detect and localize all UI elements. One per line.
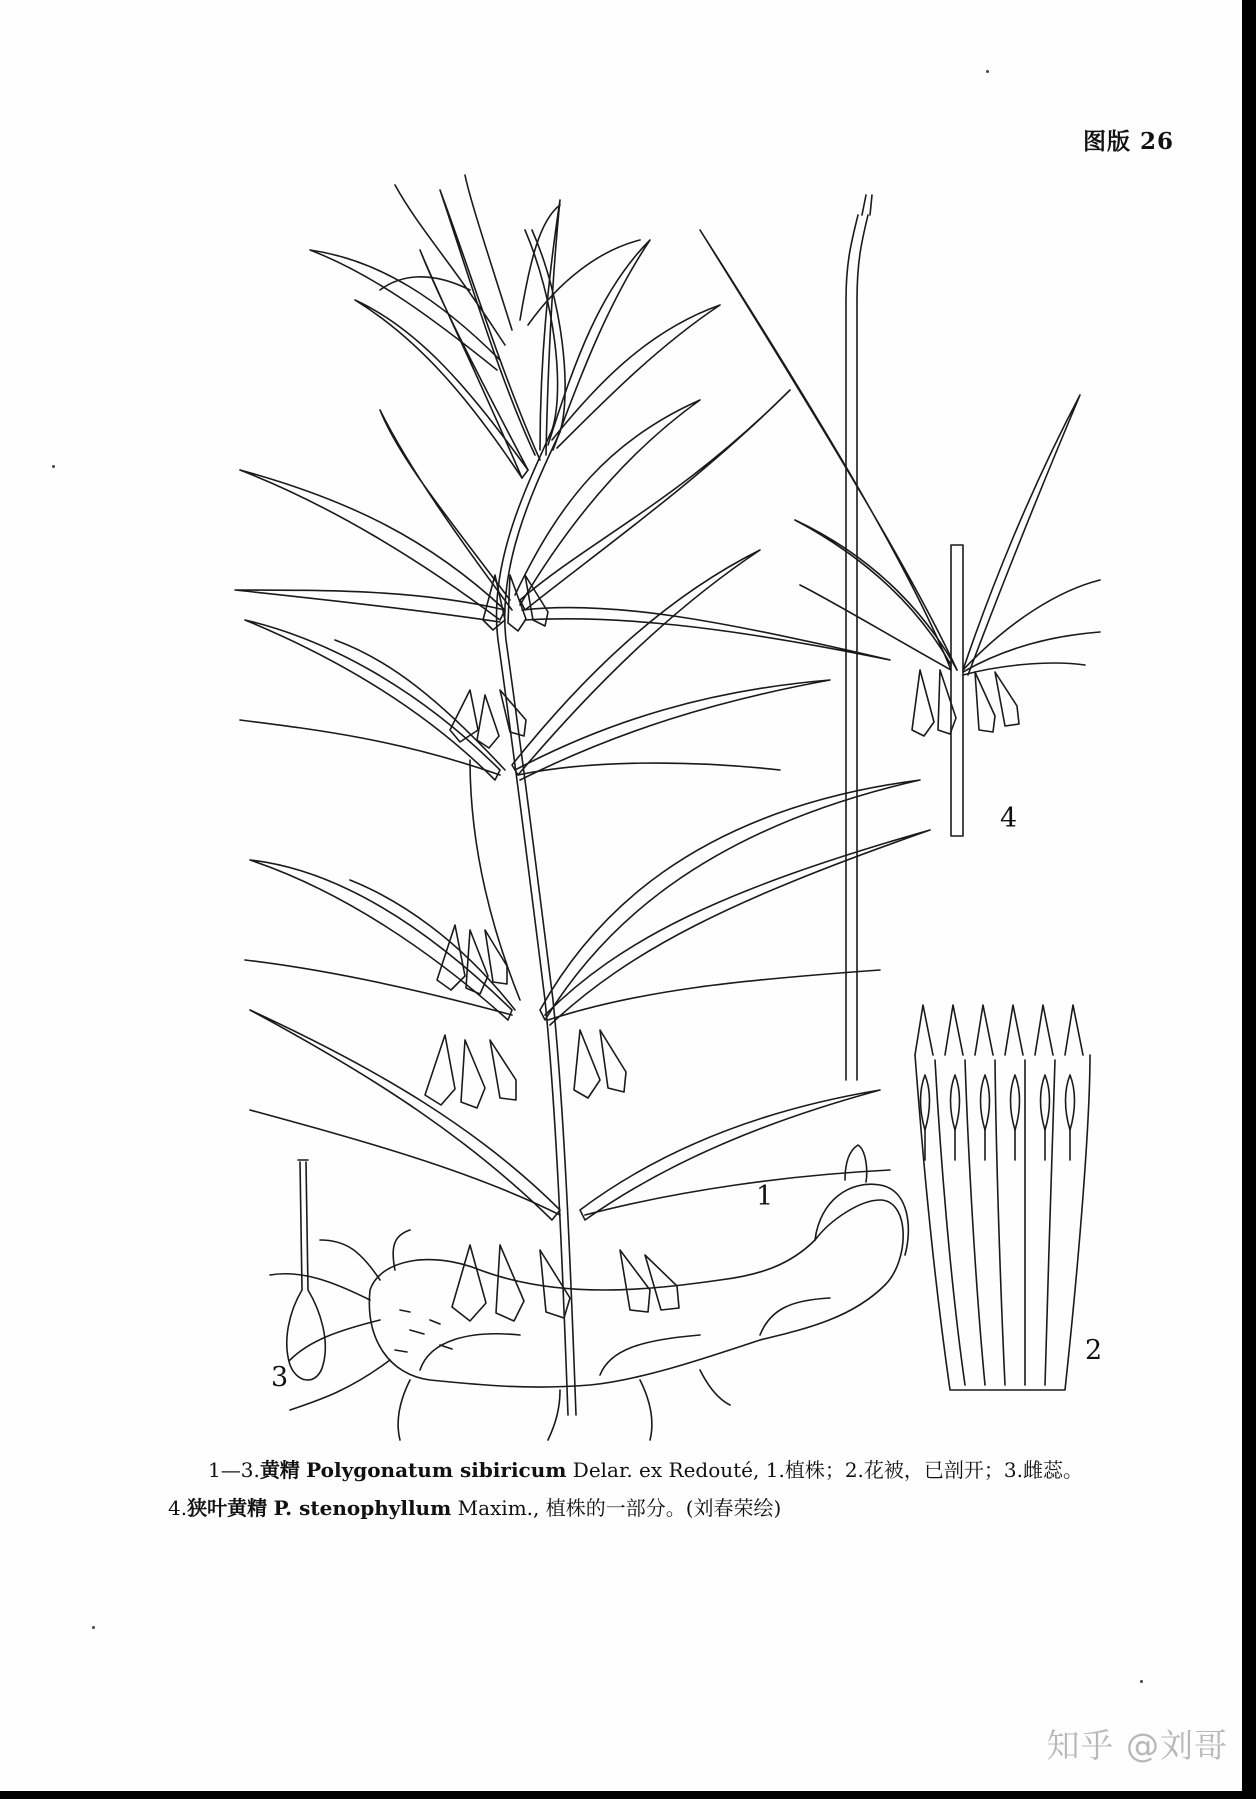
figure-label-4: 4 — [1000, 803, 1018, 834]
caption-2-latin-name: P. stenophyllum — [273, 1496, 452, 1520]
caption-line-2 — [168, 1489, 1208, 1527]
figure-caption — [168, 1451, 1208, 1527]
caption-1-parts: 1.植株；2.花被，已剖开；3.雌蕊。 — [765, 1458, 1083, 1482]
scan-speck — [92, 1626, 95, 1629]
scan-speck — [1140, 1680, 1143, 1683]
caption-2-authority: Maxim., — [457, 1496, 540, 1520]
figure-label-3: 3 — [271, 1362, 289, 1393]
figure-2-perianth — [915, 1005, 1090, 1390]
figure-label-1: 1 — [756, 1181, 774, 1212]
watermark: 知乎 @刘哥 — [1046, 1726, 1228, 1765]
caption-1-prefix: 1—3. — [208, 1458, 260, 1482]
figure-1-plant — [235, 175, 930, 1440]
caption-line-1 — [168, 1451, 1208, 1489]
caption-2-parts: 植株的一部分。(刘春荣绘) — [545, 1496, 782, 1520]
rhizome — [270, 1145, 908, 1440]
caption-1-latin-name: Polygonatum sibiricum — [306, 1458, 567, 1482]
figure-4-stenophyllum — [700, 230, 1100, 836]
caption-1-authority: Delar. ex Redouté, — [572, 1458, 760, 1482]
scan-border-bottom — [0, 1791, 1256, 1799]
scan-speck — [52, 465, 55, 468]
flower-clusters — [425, 575, 679, 1321]
caption-2-prefix: 4. — [168, 1496, 188, 1520]
scan-speck — [986, 70, 989, 73]
scan-border-right — [1242, 0, 1256, 1799]
caption-1-chinese-name: 黄精 — [259, 1458, 300, 1482]
plate-number: 图版 26 — [1083, 128, 1175, 155]
figure-label-2: 2 — [1085, 1335, 1103, 1366]
caption-2-chinese-name: 狭叶黄精 — [187, 1496, 268, 1520]
